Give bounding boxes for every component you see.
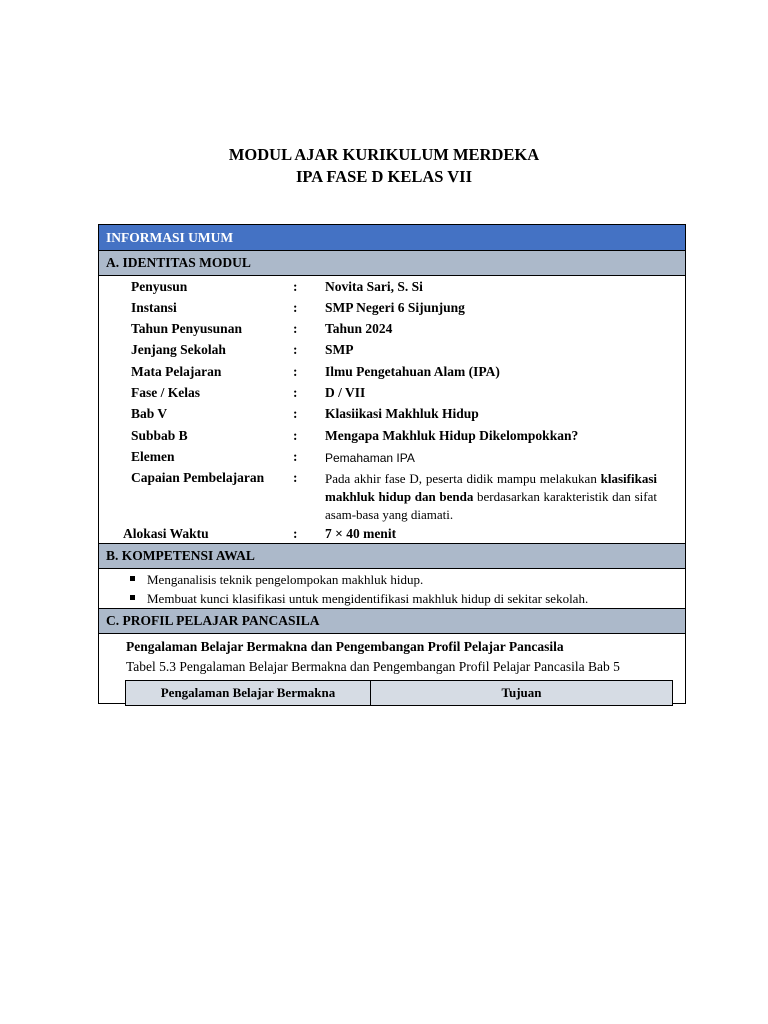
label-mapel: Mata Pelajaran [131,364,222,379]
pengalaman-table-header [125,680,673,706]
value-penyusun: Novita Sari, S. Si [325,279,423,294]
label-bab: Bab V [131,406,168,421]
document-title-line2: IPA FASE D KELAS VII [295,167,473,186]
capaian-paragraph [325,470,657,524]
info-table [98,224,686,704]
colon: : [293,428,298,443]
capaian-text-bold: klasifikasi makhluk hidup dan benda [325,471,657,504]
label-tahun: Tahun Penyusunan [131,321,242,336]
colon: : [293,300,298,315]
value-jenjang: SMP [325,342,354,357]
section-identitas-modul: A. IDENTITAS MODUL [99,250,685,276]
document-title-line1: MODUL AJAR KURIKULUM MERDEKA [228,145,540,164]
kompetensi-list [127,570,588,608]
label-alokasi: Alokasi Waktu [123,526,209,541]
value-alokasi: 7 × 40 menit [325,526,397,541]
label-fase: Fase / Kelas [131,385,200,400]
label-subbab: Subbab B [131,428,188,443]
value-instansi: SMP Negeri 6 Sijunjung [325,300,465,315]
section-profil-pancasila: C. PROFIL PELAJAR PANCASILA [99,608,685,634]
label-instansi: Instansi [131,300,177,315]
capaian-text-1: Pada akhir fase D, peserta didik mampu melakukan [325,471,601,486]
colon: : [293,526,298,541]
list-item [127,570,588,589]
value-elemen: Pemahaman IPA [325,451,415,465]
list-item-text: Membuat kunci klasifikasi untuk mengidentifikasi makhluk hidup di sekitar sekolah. [147,591,589,606]
colon: : [293,342,298,357]
section-informasi-umum: INFORMASI UMUM [99,225,685,251]
label-elemen: Elemen [131,449,175,464]
list-item [127,589,588,608]
value-fase: D / VII [325,385,366,400]
bullet-square-icon [130,595,135,600]
column-header-pengalaman: Pengalaman Belajar Bermakna [126,681,371,705]
section-kompetensi-awal: B. KOMPETENSI AWAL [99,543,685,569]
colon: : [293,406,298,421]
label-jenjang: Jenjang Sekolah [131,342,226,357]
value-bab: Klasiikasi Makhluk Hidup [325,406,479,421]
column-header-tujuan: Tujuan [501,685,542,700]
colon: : [293,385,298,400]
bullet-square-icon [130,576,135,581]
list-item-text: Menganalisis teknik pengelompokan makhluk hidup. [147,572,424,587]
value-tahun: Tahun 2024 [325,321,393,336]
colon: : [293,470,298,485]
colon: : [293,321,298,336]
value-subbab: Mengapa Makhluk Hidup Dikelompokkan? [325,428,579,443]
colon: : [293,279,298,294]
colon: : [293,449,298,464]
label-capaian: Capaian Pembelajaran [131,470,265,485]
colon: : [293,364,298,379]
value-mapel: Ilmu Pengetahuan Alam (IPA) [325,364,500,379]
profil-heading: Pengalaman Belajar Bermakna dan Pengembangan Profil Pelajar Pancasila [126,639,564,654]
capaian-text-2: berdasarkan karakteristik dan sifat asam-basa yang diamati. [325,489,657,522]
table-caption: Tabel 5.3 Pengalaman Belajar Bermakna dan Pengembangan Profil Pelajar Pancasila Bab 5 [126,659,620,674]
label-penyusun: Penyusun [131,279,188,294]
